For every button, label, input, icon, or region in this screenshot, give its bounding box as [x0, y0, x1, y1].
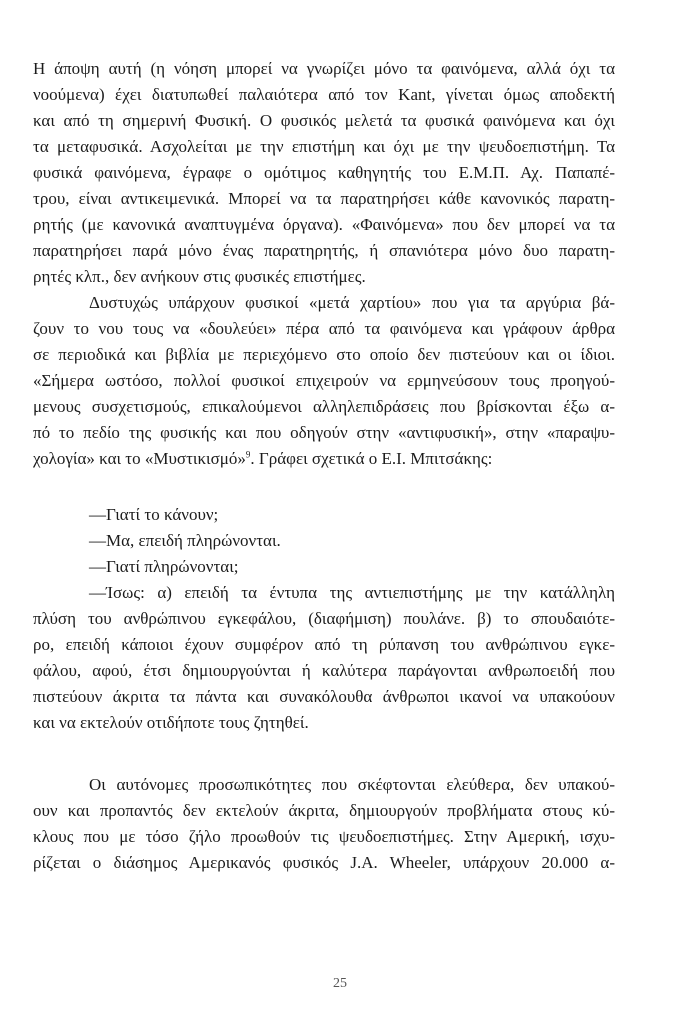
- text-line: ουν και προπαντός δεν εκτελούν άκριτα, δημιουργούν προβλήματα στους κύ-: [33, 801, 615, 820]
- text-line: νοούμενα) έχει διατυπωθεί παλαιότερα από τον Kant, γίνεται όμως αποδεκτή: [33, 85, 615, 104]
- dialogue-line: —Γιατί πληρώνονται;: [89, 557, 239, 576]
- text-line: σε περιοδικά και βιβλία με περιεχόμενο στο οποίο δεν πιστεύουν και οι ίδιοι.: [33, 345, 615, 364]
- text-line: «Σήμερα ωστόσο, πολλοί φυσικοί επιχειρούν να ερμηνεύσουν τους προηγού-: [33, 371, 615, 390]
- text-line: κλους που με τόσο ζήλο προωθούν τις ψευδοεπιστήμες. Στην Αμερική, ισχυ-: [33, 827, 615, 846]
- footnote-marker: 9: [245, 449, 251, 460]
- text-line: ρητές κλπ., δεν ανήκουν στις φυσικές επιστήμες.: [33, 267, 366, 286]
- dialogue-line: —Ίσως: α) επειδή τα έντυπα της αντιεπιστήμης με την κατάλληλη: [89, 583, 615, 602]
- text-line: ρο, επειδή κάποιοι έχουν συμφέρον από τη ρύπανση του ανθρώπινου εγκε-: [33, 635, 615, 654]
- text-line: [33, 448, 615, 470]
- text-line: μενους συσχετισμούς, επικαλούμενοι αλληλεπιδράσεις που βρίσκονται έξω α-: [33, 397, 615, 416]
- text-line: και από τη σημερινή Φυσική. Ο φυσικός μελετά τα φυσικά φαινόμενα και όχι: [33, 111, 615, 130]
- text-line: πλύση του ανθρώπινου εγκεφάλου, (διαφήμιση) πουλάνε. β) το σπουδαιότε-: [33, 609, 615, 628]
- text-line: Η άποψη αυτή (η νόηση μπορεί να γνωρίζει μόνο τα φαινόμενα, αλλά όχι τα: [33, 59, 615, 78]
- text-line: πιστεύουν άκριτα τα πάντα και συνακόλουθα άνθρωποι ικανοί να υπακούουν: [33, 687, 615, 706]
- text-line: ρητής (με κανονικά αναπτυγμένα όργανα). «Φαινόμενα» που δεν μπορεί να τα: [33, 215, 615, 234]
- page-number: 25: [333, 976, 347, 991]
- text-line: Δυστυχώς υπάρχουν φυσικοί «μετά χαρτίου» που για τα αργύρια βά-: [89, 293, 615, 312]
- text-line: πό το πεδίο της φυσικής και που οδηγούν στην «αντιφυσική», στην «παραψυ-: [33, 423, 615, 442]
- text-line: ρίζεται ο διάσημος Αμερικανός φυσικός J.A. Wheeler, υπάρχουν 20.000 α-: [33, 853, 615, 872]
- text-segment: . Γράφει σχετικά ο Ε.Ι. Μπιτσάκης:: [250, 449, 493, 468]
- text-line: και να εκτελούν οτιδήποτε τους ζητηθεί.: [33, 713, 309, 732]
- dialogue-line: —Γιατί το κάνουν;: [89, 505, 219, 524]
- text-line: φάλου, αφού, έτσι δημιουργούνται ή καλύτερα παράγονται ανθρωποειδή που: [33, 661, 615, 680]
- text-segment: χολογία» και το «Μυστικισμό»: [33, 449, 246, 468]
- text-line: παρατηρήσει παρά μόνο ένας παρατηρητής, ή σπανιότερα μόνο δυο παρατη-: [33, 241, 615, 260]
- dialogue-line: —Μα, επειδή πληρώνονται.: [89, 531, 281, 550]
- text-line: τρου, είναι αντικειμενικά. Μπορεί να τα παρατηρήσει κάθε κανονικός παρατη-: [33, 189, 615, 208]
- text-line: Οι αυτόνομες προσωπικότητες που σκέφτονται ελεύθερα, δεν υπακού-: [89, 775, 615, 794]
- text-line: φυσικά φαινόμενα, έγραφε ο ομότιμος καθηγητής του Ε.Μ.Π. Αχ. Παπαπέ-: [33, 163, 615, 182]
- text-line: τα μεταφυσικά. Ασχολείται με την επιστήμη και όχι με την ψευδοεπιστήμη. Τα: [33, 137, 615, 156]
- text-line: ζουν το νου τους να «δουλεύει» πέρα από τα φαινόμενα και γράφουν άρθρα: [33, 319, 615, 338]
